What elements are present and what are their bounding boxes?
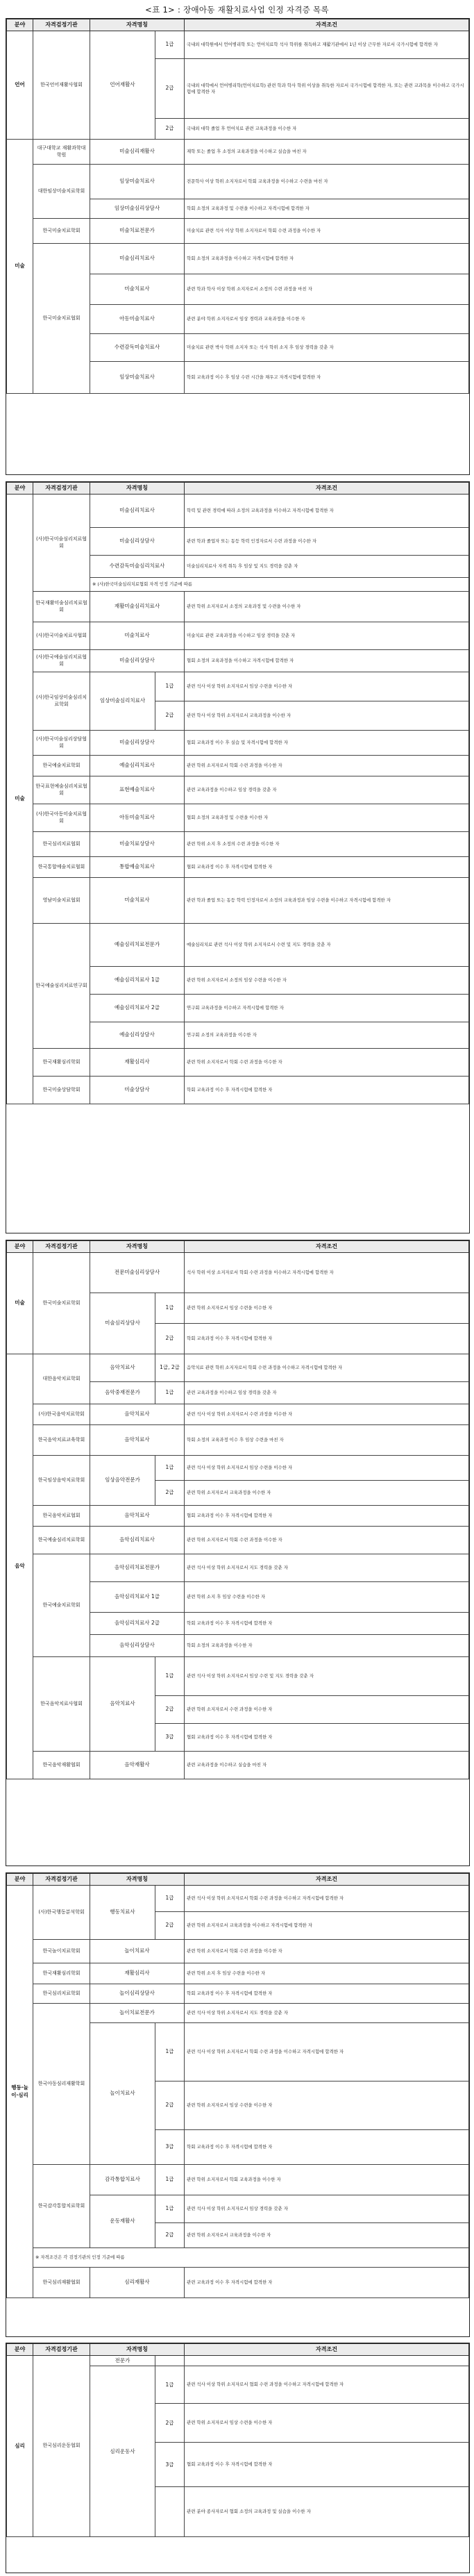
org-cell: 한국예술심리치료학회 [33, 1527, 90, 1554]
qualification-cell: 미술심리치료사 [90, 495, 185, 528]
level-cell: 3급 [155, 2443, 185, 2487]
table-row [7, 2165, 469, 2195]
condition-cell: 관련 학위 소지자로서 교육과정을 이수한 자 [185, 1481, 469, 1506]
condition-cell: 학회 교육과정 이수 후 임상 수련 시간을 채우고 자격시험에 합격한 자 [185, 362, 469, 394]
table-row [7, 2248, 469, 2268]
org-cell: 한국통합예술치료협회 [33, 857, 90, 878]
level-cell: 2급 [155, 2223, 185, 2248]
table-row [7, 650, 469, 672]
condition-cell: 협회 교육과정 이수 후 자격시험에 합격한 자 [185, 857, 469, 878]
table-section-5 [6, 2343, 470, 2573]
table-row [7, 2004, 469, 2023]
condition-cell: 관련 교육과정을 이수하고 임상 경력을 갖춘 자 [185, 1382, 469, 1404]
level-cell [155, 2487, 185, 2537]
condition-cell: 협회 소정의 교육과정을 이수하고 자격시험에 합격한 자 [185, 650, 469, 672]
level-cell: 1급 [155, 31, 185, 59]
org-cell: (사)한국예술심리치료협회 [33, 650, 90, 672]
condition-cell: 국내외 대학원에서 언어병리학 또는 언어치료학 석사 학위를 취득하고 재활기관에서 1년 이상 근무한 자로서 국가시험에 합격한 자 [185, 31, 469, 59]
qualification-cell: 심리재활사 [90, 2268, 185, 2298]
condition-cell: 협회 교육과정 이수 후 자격시험에 합격한 자 [185, 1506, 469, 1527]
qualification-cell: 미술심리상담사 [90, 528, 185, 556]
qualification-cell: 미술심리상담사 [90, 1293, 155, 1354]
org-cell: 대한음악치료학회 [33, 1354, 90, 1404]
field-cell: 음악 [7, 1354, 33, 1779]
table-row [7, 1527, 469, 1554]
condition-cell: 학회 소정의 교육과정 이수 후 임상 수련을 마친 자 [185, 1425, 469, 1456]
level-cell: 2급 [155, 1912, 185, 1940]
table-row [7, 1456, 469, 1481]
condition-cell: 관련 학위 소지자로서 학회 수련 과정을 이수한 자 [185, 756, 469, 776]
level-cell: 1급, 2급 [155, 1354, 185, 1382]
qualification-cell: 임상미술심리상담사 [90, 199, 185, 219]
table-row [7, 1404, 469, 1425]
condition-cell: 관련 학위 소지자로서 수련 과정을 이수한 자 [185, 1696, 469, 1724]
qualification-cell: 음악치료사 [90, 1506, 185, 1527]
table-row [7, 878, 469, 924]
level-cell: 1급 [155, 672, 185, 701]
org-cell: (사)한국아동미술치료협회 [33, 804, 90, 832]
table-row [7, 140, 469, 165]
org-cell: 한국심리치료학회 [33, 1984, 90, 2004]
table-row [7, 1886, 469, 1912]
table-row [7, 1940, 469, 1963]
header-field: 분야 [7, 19, 33, 31]
note-cell: ※ (사)한국미술심리치료협회 자격 인정 기준에 따름 [90, 578, 469, 592]
condition-cell: 음악치료 관련 학위 소지자로서 학회 수련 과정을 이수하고 자격시험에 합격한 자 [185, 1354, 469, 1382]
header-qualification: 자격명칭 [90, 1874, 185, 1886]
qualification-cell: 임상미술치료사 [90, 362, 185, 394]
condition-cell: 관련 학사 이상 학위 소지자로서 교육과정을 이수한 자 [185, 701, 469, 731]
header-field: 분야 [7, 2344, 33, 2356]
table-row [7, 165, 469, 199]
qualification-cell: 수련감독미술치료사 [90, 334, 185, 362]
condition-cell: 관련 학과 졸업자 또는 동등 학력 인정자로서 수련 과정을 이수한 자 [185, 528, 469, 556]
table-row [7, 495, 469, 528]
table-row [7, 1077, 469, 1104]
header-condition: 자격조건 [185, 1874, 469, 1886]
level-cell: 3급 [155, 1724, 185, 1752]
org-cell: 한국미술치료학회 [33, 1253, 90, 1354]
condition-cell: 학력 및 관련 경력에 따라 소정의 교육과정을 이수하고 자격시험에 합격한 자 [185, 495, 469, 528]
header-qualification: 자격명칭 [90, 1241, 185, 1253]
condition-cell: 관련 학위 소지 후 소정의 수련 과정을 이수한 자 [185, 832, 469, 857]
condition-cell: 관련 분야 종사자로서 협회 소정의 교육과정 및 실습을 이수한 자 [185, 2487, 469, 2537]
table-row [7, 832, 469, 857]
org-cell: 한국음악치료교육학회 [33, 1425, 90, 1456]
qualification-cell: 재활심리사 [90, 1049, 185, 1077]
org-cell: 한국예술치료학회 [33, 1554, 90, 1657]
header-org: 자격검정기관 [33, 19, 90, 31]
qualification-cell: 미술심리재활사 [90, 140, 185, 165]
qualification-cell: 놀이심리상담사 [90, 1984, 185, 2004]
condition-cell: 관련 교육과정을 이수하고 임상 경력을 갖춘 자 [185, 776, 469, 804]
org-cell: (사)한국미술심리치료협회 [33, 495, 90, 592]
condition-cell: 학회 소정의 교육과정을 이수한 자 [185, 1635, 469, 1657]
table-row [7, 1354, 469, 1382]
condition-cell: 연구회 교육과정을 이수하고 자격시험에 합격한 자 [185, 995, 469, 1022]
qualification-table-4 [6, 1873, 469, 2298]
qualification-cell: 미술상담사 [90, 1077, 185, 1104]
org-cell: 한국아동심리재활학회 [33, 2004, 90, 2165]
header-condition: 자격조건 [185, 2344, 469, 2356]
level-cell: 2급 [155, 2404, 185, 2443]
condition-cell: 학회 교육과정 이수 후 자격시험에 합격한 자 [185, 1613, 469, 1635]
condition-cell: 관련 교육과정을 이수하고 실습을 마친 자 [185, 1752, 469, 1779]
header-condition: 자격조건 [185, 483, 469, 495]
level-cell: 1급 [155, 2165, 185, 2195]
org-cell: 한국미술상담학회 [33, 1077, 90, 1104]
qualification-cell: 미술치료사 [90, 622, 185, 650]
qualification-cell: 미술치료전문가 [90, 219, 185, 244]
qualification-cell: 임상미술치료사 [90, 165, 185, 199]
condition-cell: 석사 학위 이상 소지자로서 학회 수련 과정을 이수하고 자격시험에 합격한 자 [185, 1253, 469, 1293]
org-cell: (사)한국음악치료학회 [33, 1404, 90, 1425]
qualification-cell: 예술심리치료사 1급 [90, 967, 185, 995]
qualification-table-1 [6, 19, 469, 394]
condition-cell: 관련 학과 학사 이상 학위 소지자로서 소정의 수련 과정을 마친 자 [185, 274, 469, 305]
condition-cell: 학회 소정의 교육과정을 이수하고 자격시험에 합격한 자 [185, 244, 469, 274]
qualification-cell: 미술심리상담사 [90, 650, 185, 672]
field-cell: 언어 [7, 31, 33, 140]
qualification-cell: 표현예술치료사 [90, 776, 185, 804]
level-cell: 3급 [155, 2130, 185, 2165]
org-cell: (사)한국미술치료사협회 [33, 622, 90, 650]
qualification-cell: 미술치료사 [90, 878, 185, 924]
qualification-cell: 예술심리치료사 2급 [90, 995, 185, 1022]
condition-cell: 학회 교육과정 이수 후 자격시험에 합격한 자 [185, 2130, 469, 2165]
table-row [7, 2268, 469, 2298]
condition-cell: 관련 석사 이상 학위 소지자로서 학회 수련 과정을 이수하고 자격시험에 합격한 자 [185, 1886, 469, 1912]
table-row [7, 2356, 469, 2366]
qualification-cell: 아동미술치료사 [90, 804, 185, 832]
table-section-1 [6, 18, 470, 475]
header-org: 자격검정기관 [33, 2344, 90, 2356]
qualification-cell: 음악치료사 [90, 1657, 155, 1752]
org-cell: 한국미술치료협회 [33, 244, 90, 394]
level-cell: 1급 [155, 2023, 185, 2081]
qualification-table-2 [6, 482, 469, 1104]
qualification-cell: 행동치료사 [90, 1886, 155, 1940]
org-cell: 한국심리운동협회 [33, 2356, 90, 2537]
level-cell: 1급 [155, 1657, 185, 1696]
qualification-table-5 [6, 2343, 469, 2537]
org-cell: 한국미술치료학회 [33, 219, 90, 244]
table-row [7, 1657, 469, 1696]
table-row [7, 731, 469, 756]
qualification-cell: 미술심리상담사 [90, 731, 185, 756]
level-cell: 2급 [155, 1481, 185, 1506]
qualification-cell: 음악치료사 [90, 1425, 185, 1456]
qualification-cell: 놀이치료사 [90, 1940, 185, 1963]
org-cell: 한국재활심리학회 [33, 1963, 90, 1984]
table-row [7, 1506, 469, 1527]
condition-cell: 연구회 소정의 교육과정을 이수한 자 [185, 1022, 469, 1049]
note-cell: ※ 자격조건은 각 검정기관의 인정 기준에 따름 [33, 2248, 469, 2268]
level-cell: 1급 [155, 1886, 185, 1912]
condition-cell: 관련 교육과정 이수 후 자격시험에 합격한 자 [185, 2268, 469, 2298]
qualification-cell: 미술심리치료사 [90, 244, 185, 274]
level-cell: 1급 [155, 2366, 185, 2404]
field-cell: 심리 [7, 2356, 33, 2537]
table-header-row [7, 1241, 469, 1253]
qualification-cell: 심리운동사 [90, 2366, 155, 2537]
condition-cell: 관련 학과 졸업 또는 동등 학력 인정자로서 소정의 교육과정과 임상 수련을 이수하고 자격시험에 합격한 자 [185, 878, 469, 924]
org-cell: (사)한국행동분석학회 [33, 1886, 90, 1940]
org-cell: 대구대학교 재활과학대학원 [33, 140, 90, 165]
level-cell [155, 2356, 185, 2366]
qualification-cell: 운동재활사 [90, 2195, 155, 2248]
level-cell: 1급 [155, 1456, 185, 1481]
condition-cell: 예술심리치료 관련 석사 이상 학위 소지자로서 수련 및 지도 경력을 갖춘 자 [185, 924, 469, 967]
field-cell: 미술 [7, 140, 33, 394]
org-cell: 한국음악재활협회 [33, 1752, 90, 1779]
org-cell: 영남미술치료협회 [33, 878, 90, 924]
qualification-cell: 음악심리치료전문가 [90, 1554, 185, 1582]
condition-cell: 관련 학위 소지자로서 소정의 교육과정 및 수련을 이수한 자 [185, 592, 469, 622]
header-qualification: 자격명칭 [90, 483, 185, 495]
condition-cell: 관련 석사 이상 학위 소지자로서 협회 수련 과정을 이수하고 자격시험에 합격한 자 [185, 2366, 469, 2404]
qualification-cell: 음악재활사 [90, 1752, 185, 1779]
qualification-cell: 예술심리상담사 [90, 1022, 185, 1049]
qualification-cell: 통합예술치료사 [90, 857, 185, 878]
condition-cell [185, 2356, 469, 2366]
header-qualification: 자격명칭 [90, 2344, 185, 2356]
condition-cell: 재학 또는 졸업 후 소정의 교육과정을 이수하고 실습을 마친 자 [185, 140, 469, 165]
qualification-cell: 임상음악전문가 [90, 1456, 155, 1506]
qualification-cell: 아동미술치료사 [90, 305, 185, 334]
table-row [7, 1554, 469, 1582]
qualification-cell: 미술치료상담사 [90, 832, 185, 857]
header-field: 분야 [7, 483, 33, 495]
table-header-row [7, 1874, 469, 1886]
table-row [7, 1963, 469, 1984]
level-cell: 2급 [155, 119, 185, 140]
condition-cell: 관련 학위 소지자로서 임상 수련을 이수한 자 [185, 1293, 469, 1324]
table-row [7, 1984, 469, 2004]
condition-cell: 관련 학위 소지 후 임상 수련을 이수한 자 [185, 1582, 469, 1613]
org-cell: 한국놀이치료학회 [33, 1940, 90, 1963]
qualification-cell: 전문미술심리상담사 [90, 1253, 185, 1293]
table-section-2 [6, 481, 470, 1233]
condition-cell: 국내외 대학에서 언어병리학(언어치료학) 관련 학과 학사 학위 이상을 취득한 자로서 국가시험에 합격한 자, 또는 관련 교과목을 이수하고 국가시험에 합격한 자 [185, 59, 469, 119]
qualification-cell: 음악심리상담사 [90, 1635, 185, 1657]
condition-cell: 미술심리치료사 자격 취득 후 임상 및 지도 경력을 갖춘 자 [185, 556, 469, 578]
condition-cell: 관련 학위 소지자로서 학회 교육과정을 이수한 자 [185, 2165, 469, 2195]
condition-cell: 관련 학위 소지자로서 학회 수련 과정을 이수한 자 [185, 1527, 469, 1554]
table-header-row [7, 483, 469, 495]
level-cell: 1급 [155, 2195, 185, 2223]
document-title: <표 1> : 장애아동 재활치료사업 인정 자격증 목록 [145, 5, 329, 15]
field-cell: 미술 [7, 1253, 33, 1354]
table-row [7, 1425, 469, 1456]
condition-cell: 관련 학위 소지자로서 학회 수련 과정을 이수한 자 [185, 1049, 469, 1077]
condition-cell: 관련 석사 이상 학위 소지자로서 지도 경력을 갖춘 자 [185, 2004, 469, 2023]
org-cell: 한국예술심리치료연구회 [33, 924, 90, 1049]
condition-cell: 학회 교육과정 이수 후 자격시험에 합격한 자 [185, 1984, 469, 2004]
condition-cell: 학회 교육과정 이수 후 자격시험에 합격한 자 [185, 1077, 469, 1104]
header-org: 자격검정기관 [33, 1241, 90, 1253]
condition-cell: 협회 소정의 교육과정 및 수련을 이수한 자 [185, 804, 469, 832]
org-cell: 한국음악치료협회 [33, 1506, 90, 1527]
org-cell: 한국심리치료협회 [33, 832, 90, 857]
field-cell: 미술 [7, 495, 33, 1104]
table-section-3 [6, 1240, 470, 1866]
field-cell: 행동·놀이·심리 [7, 1886, 33, 2298]
qualification-cell: 음악심리치료사 2급 [90, 1613, 185, 1635]
level-cell: 2급 [155, 59, 185, 119]
org-cell: 대한임상미술치료학회 [33, 165, 90, 219]
qualification-cell: 언어재활사 [90, 31, 155, 140]
table-row [7, 776, 469, 804]
level-cell: 2급 [155, 1324, 185, 1354]
qualification-cell: 놀이치료사 [90, 2023, 155, 2165]
level-cell: 2급 [155, 701, 185, 731]
org-cell: 한국예술치료학회 [33, 756, 90, 776]
header-field: 분야 [7, 1241, 33, 1253]
org-cell: 한국음악치료사협회 [33, 1657, 90, 1752]
condition-cell: 협회 교육과정 이수 후 실습 및 자격시험에 합격한 자 [185, 731, 469, 756]
condition-cell: 관련 학위 소지자로서 학회 수련 과정을 이수한 자 [185, 1940, 469, 1963]
condition-cell: 전문학사 이상 학위 소지자로서 학회 교육과정을 이수하고 수련을 마친 자 [185, 165, 469, 199]
table-row [7, 244, 469, 274]
condition-cell: 미술치료 관련 석사 이상 학위 소지자로서 학회 수련 과정을 이수한 자 [185, 219, 469, 244]
condition-cell: 관련 석사 이상 학위 소지자로서 임상 수련 및 지도 경력을 갖춘 자 [185, 1657, 469, 1696]
qualification-cell: 전문가 [90, 2356, 155, 2366]
org-cell: 한국감각통합치료학회 [33, 2165, 90, 2248]
header-field: 분야 [7, 1874, 33, 1886]
qualification-cell: 미술치료사 [90, 274, 185, 305]
condition-cell: 협회 교육과정 이수 후 자격시험에 합격한 자 [185, 1724, 469, 1752]
org-cell: 한국심리재활협회 [33, 2268, 90, 2298]
condition-cell: 국내외 대학 졸업 후 언어치료 관련 교육과정을 이수한 자 [185, 119, 469, 140]
condition-cell: 학회 소정의 교육과정 및 수련을 이수하고 자격시험에 합격한 자 [185, 199, 469, 219]
table-row [7, 756, 469, 776]
condition-cell: 미술치료 관련 박사 학위 소지자 또는 석사 학위 소지 후 임상 경력을 갖춘 자 [185, 334, 469, 362]
header-condition: 자격조건 [185, 19, 469, 31]
qualification-cell: 음악심리치료사 [90, 1527, 185, 1554]
condition-cell: 관련 학위 소지자로서 임상 수련을 이수한 자 [185, 2081, 469, 2130]
qualification-cell: 놀이치료전문가 [90, 2004, 185, 2023]
table-section-4 [6, 1872, 470, 2337]
table-row [7, 1752, 469, 1779]
level-cell: 1급 [155, 1293, 185, 1324]
header-condition: 자격조건 [185, 1241, 469, 1253]
qualification-table-3 [6, 1240, 469, 1779]
condition-cell: 관련 학위 소지자로서 교육과정을 이수한 자 [185, 2223, 469, 2248]
condition-cell: 미술치료 관련 교육과정을 이수하고 임상 경력을 갖춘 자 [185, 622, 469, 650]
level-cell: 2급 [155, 2081, 185, 2130]
condition-cell: 관련 석사 이상 학위 소지자로서 지도 경력을 갖춘 자 [185, 1554, 469, 1582]
table-header-row [7, 2344, 469, 2356]
qualification-cell: 재활심리사 [90, 1963, 185, 1984]
qualification-cell: 재활미술심리치료사 [90, 592, 185, 622]
org-cell: 한국임상음악치료학회 [33, 1456, 90, 1506]
table-row [7, 622, 469, 650]
qualification-cell: 예술심리치료사 [90, 756, 185, 776]
table-row [7, 31, 469, 59]
org-cell: 한국표현예술심리치료협회 [33, 776, 90, 804]
qualification-cell: 감각통합치료사 [90, 2165, 155, 2195]
table-row [7, 1253, 469, 1293]
condition-cell: 관련 석사 이상 학위 소지자로서 임상 수련을 이수한 자 [185, 1456, 469, 1481]
org-cell: 한국재활심리학회 [33, 1049, 90, 1077]
condition-cell: 관련 학위 소지자로서 소정의 임상 수련을 이수한 자 [185, 967, 469, 995]
qualification-cell: 수련감독미술심리치료사 [90, 556, 185, 578]
table-row [7, 219, 469, 244]
table-row [7, 857, 469, 878]
org-cell: 한국언어재활사협회 [33, 31, 90, 140]
org-cell: 한국재활미술심리치료협회 [33, 592, 90, 622]
condition-cell: 관련 석사 이상 학위 소지자로서 학회 수련 과정을 이수하고 자격시험에 합격한 자 [185, 2023, 469, 2081]
qualification-cell: 예술심리치료전문가 [90, 924, 185, 967]
condition-cell: 관련 석사 이상 학위 소지자로서 임상 수련을 이수한 자 [185, 672, 469, 701]
table-row [7, 924, 469, 967]
table-header-row [7, 19, 469, 31]
qualification-cell: 음악치료사 [90, 1354, 155, 1382]
qualification-cell: 임상미술심리치료사 [90, 672, 155, 731]
condition-cell: 관련 학위 소지 후 임상 수련을 이수한 자 [185, 1963, 469, 1984]
table-row [7, 1049, 469, 1077]
header-org: 자격검정기관 [33, 1874, 90, 1886]
condition-cell: 관련 분야 학위 소지자로서 임상 경력과 교육과정을 이수한 자 [185, 305, 469, 334]
qualification-cell: 음악심리치료사 1급 [90, 1582, 185, 1613]
table-row [7, 804, 469, 832]
qualification-cell: 음악중재전문가 [90, 1382, 155, 1404]
condition-cell: 협회 교육과정 이수 후 자격시험에 합격한 자 [185, 2443, 469, 2487]
level-cell: 2급 [155, 1696, 185, 1724]
table-row [7, 592, 469, 622]
org-cell: (사)한국임상미술심리치료학회 [33, 672, 90, 731]
table-row [7, 672, 469, 701]
qualification-cell: 음악치료사 [90, 1404, 185, 1425]
condition-cell: 관련 석사 이상 학위 소지자로서 수련 과정을 이수한 자 [185, 1404, 469, 1425]
level-cell: 1급 [155, 1382, 185, 1404]
condition-cell: 관련 학위 소지자로서 교육과정을 이수하고 자격시험에 합격한 자 [185, 1912, 469, 1940]
org-cell: (사)한국미술심리상담협회 [33, 731, 90, 756]
condition-cell: 관련 석사 이상 학위 소지자로서 임상 경력을 갖춘 자 [185, 2195, 469, 2223]
header-org: 자격검정기관 [33, 483, 90, 495]
condition-cell: 학회 교육과정 이수 후 자격시험에 합격한 자 [185, 1324, 469, 1354]
header-qualification: 자격명칭 [90, 19, 185, 31]
condition-cell: 관련 학위 소지자로서 임상 수련을 이수한 자 [185, 2404, 469, 2443]
